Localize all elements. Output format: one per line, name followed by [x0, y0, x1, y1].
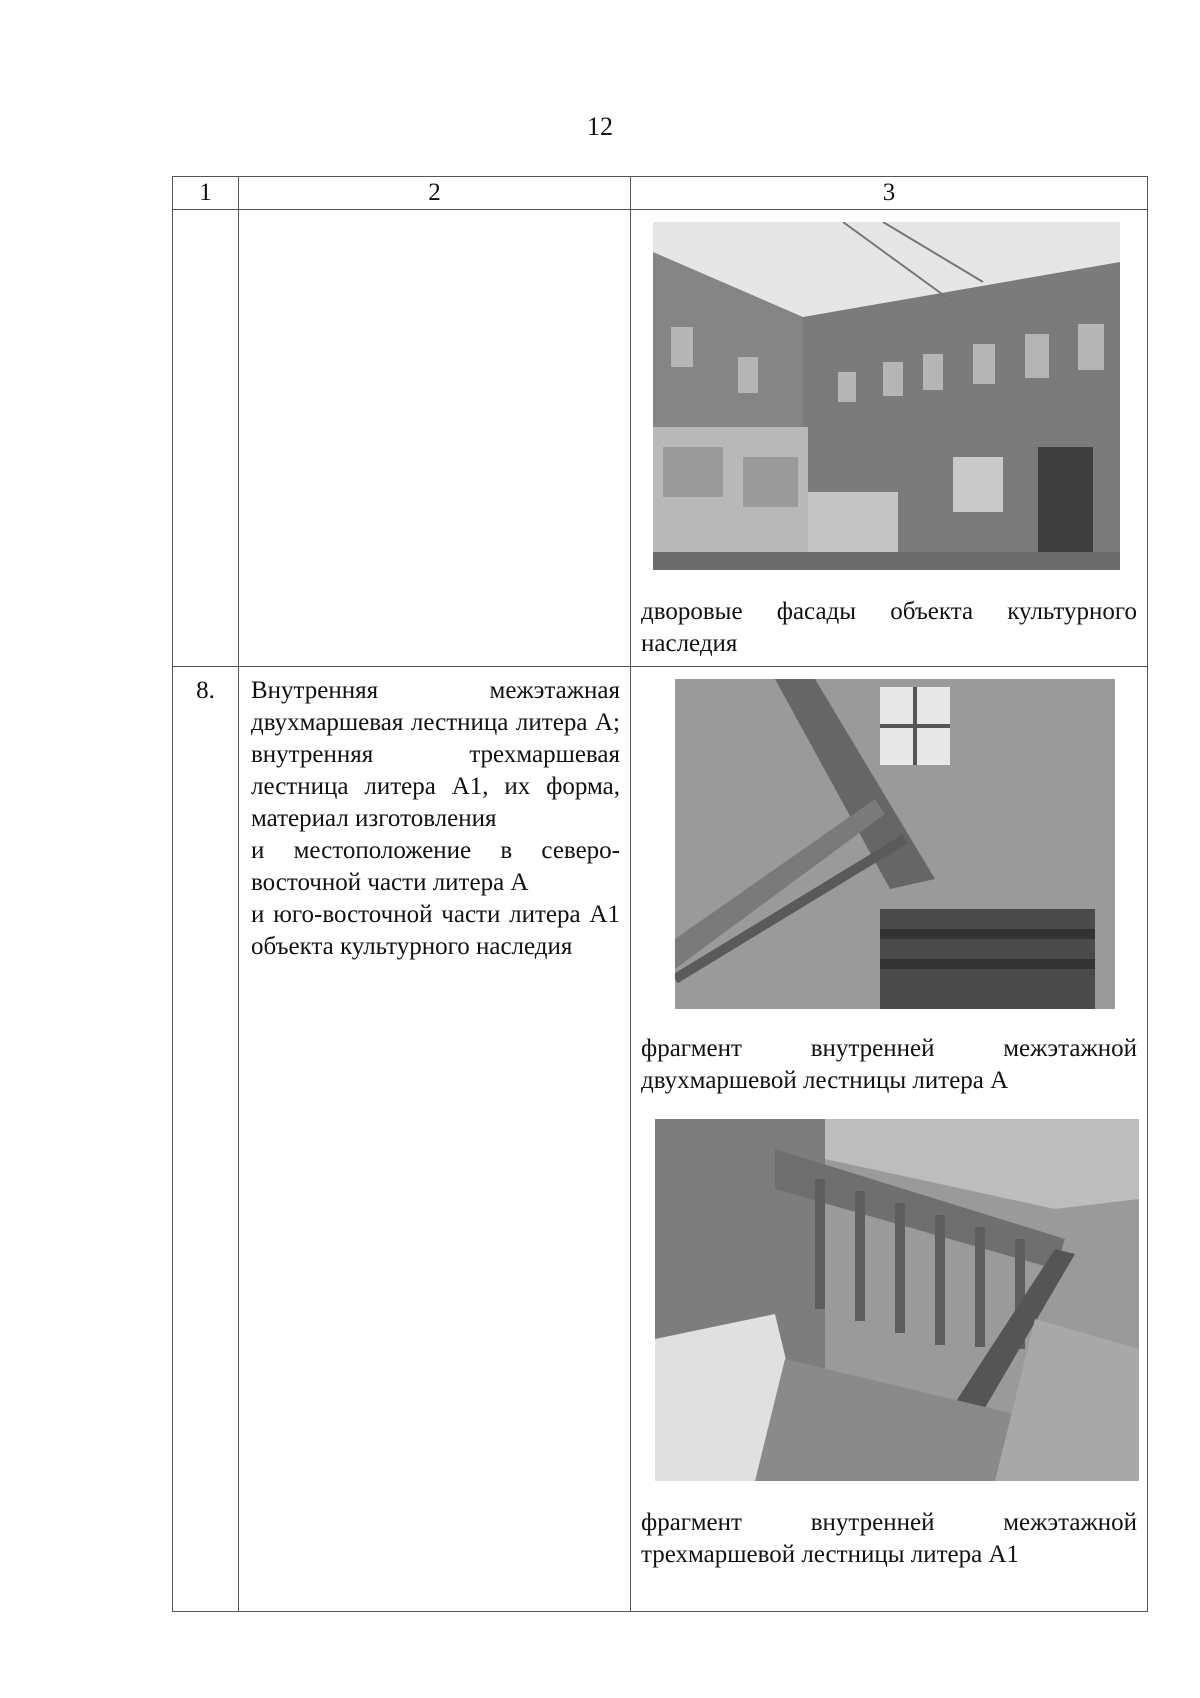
description-paragraph: и местоположение в северо-восточной части литера А — [251, 837, 620, 896]
photo-caption: фрагмент внутренней межэтажной трехмаршевой лестницы литера А1 — [641, 1509, 1137, 1568]
table-row — [173, 667, 1148, 1612]
staircase-a-photo — [675, 679, 1115, 1009]
header-col-2: 2 — [239, 177, 631, 210]
header-col-1: 1 — [173, 177, 239, 210]
row-photos — [631, 210, 1148, 667]
row-number — [173, 210, 239, 667]
staircase-a1-photo — [655, 1119, 1139, 1481]
row-photos — [631, 667, 1148, 1612]
heritage-table — [172, 176, 1148, 1612]
description-paragraph: и юго-восточной части литера А1 объекта культурного наследия — [251, 901, 620, 960]
row-description — [239, 667, 631, 1612]
table-header-row — [173, 177, 1148, 210]
photo-caption: дворовые фасады объекта культурного наследия — [641, 598, 1137, 657]
page-number: 12 — [587, 112, 613, 141]
table-row — [173, 210, 1148, 667]
description-paragraph: Внутренняя межэтажная двухмаршевая лестница литера А; внутренняя трехмаршевая лестница литера А1, их форма, материал изготовления — [251, 677, 620, 832]
photo-caption: фрагмент внутренней межэтажной двухмаршевой лестницы литера А — [641, 1035, 1137, 1094]
row-number: 8. — [173, 667, 239, 1612]
row-description — [239, 210, 631, 667]
header-col-3: 3 — [631, 177, 1148, 210]
courtyard-facade-photo — [653, 222, 1120, 570]
